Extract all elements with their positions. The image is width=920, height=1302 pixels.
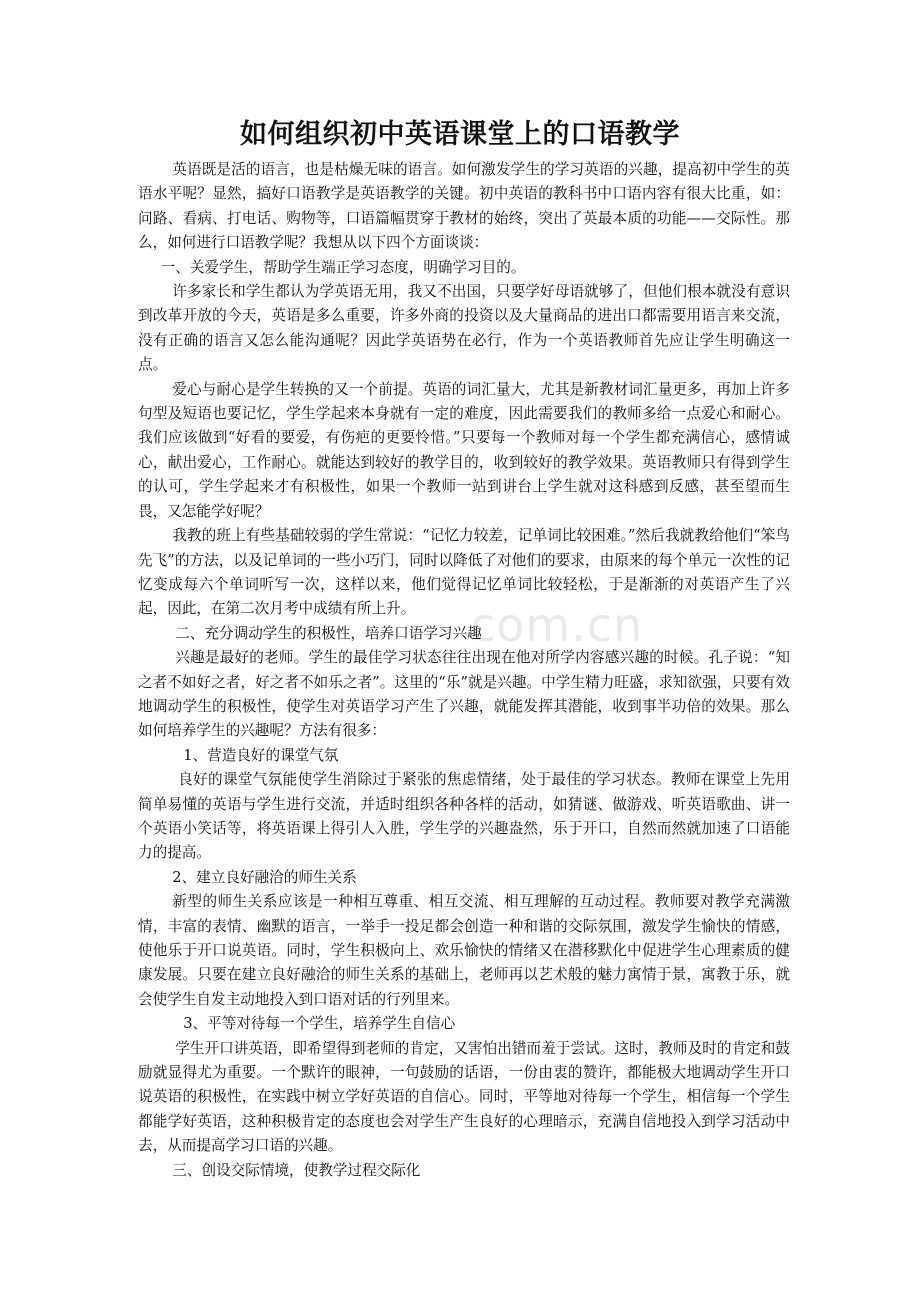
paragraph: 许多家长和学生都认为学英语无用，我又不出国，只要学好母语就够了，但他们根本就没有意识到改革开放的今天，英语是多么重要，许多外商的投资以及大量商品的进出口都需要用语言来交流，没有正确的语言又怎么能沟通呢？因此学英语势在必行，作为一个英语教师首先应让学生明确这一点。 bbox=[138, 283, 790, 374]
watermark: com.cn bbox=[470, 598, 644, 652]
section-heading-2: 二、充分调动学生的积极性，培养口语学习兴趣 bbox=[175, 624, 482, 642]
section-heading-1: 一、关爱学生，帮助学生端正学习态度，明确学习目的。 bbox=[160, 258, 526, 276]
section-heading-3: 三、创设交际情境，使教学过程交际化 bbox=[172, 1161, 421, 1179]
paragraph: 学生开口讲英语，即希望得到老师的肯定，又害怕出错而羞于尝试。这时，教师及时的肯定和鼓励就显得尤为重要。一个默许的眼神，一句鼓励的话语，一份由衷的赞许，都能极大地调动学生开口说英语的积极性，在实践中树立学好英语的自信心。同时，平等地对待每一个学生，相信每一个学生都能学好英语，这种积极肯定的态度也会对学生产生良好的心理暗示，充满自信地投入到学习活动中去，从而提高学习口语的兴趣。 bbox=[138, 1039, 790, 1155]
document-title: 如何组织初中英语课堂上的口语教学 bbox=[240, 119, 680, 150]
paragraph-intro: 英语既是活的语言，也是枯燥无味的语言。如何激发学生的学习英语的兴趣，提高初中学生的英语水平呢？显然，搞好口语教学是英语教学的关键。初中英语的教科书中口语内容有很大比重，如：问路、看病、打电话、购物等，口语篇幅贯穿于教材的始终，突出了英最本质的功能——交际性。那么，如何进行口语教学呢？我想从以下四个方面谈谈： bbox=[138, 161, 790, 252]
subheading-3: 3、平等对待每一个学生，培养学生自信心 bbox=[183, 1015, 456, 1033]
paragraph: 良好的课堂气氛能使学生消除过于紧张的焦虑情绪，处于最佳的学习状态。教师在课堂上先用简单易懂的英语与学生进行交流，并适时组织各种各样的活动，如猜谜、做游戏、听英语歌曲、讲一个英语小笑话等，将英语课上得引人入胜，学生学的兴趣盎然，乐于开口，自然而然就加速了口语能力的提高。 bbox=[138, 771, 790, 862]
paragraph: 我教的班上有些基础较弱的学生常说：“记忆力较差，记单词比较困难。”然后我就教给他们“笨鸟先飞”的方法，以及记单词的一些小巧门，同时以降低了对他们的要求，由原来的每个单元一次性的记忆变成每六个单词听写一次，这样以来，他们觉得记忆单词比较轻松，于是渐渐的对英语产生了兴起，因此，在第二次月考中成绩有所上升。 bbox=[138, 527, 790, 618]
paragraph: 新型的师生关系应该是一种相互尊重、相互交流、相互理解的互动过程。教师要对教学充满激情，丰富的表情、幽默的语言，一举手一投足都会创造一种和谐的交际氛围，激发学生愉快的情感，使他乐于开口说英语。同时，学生积极向上、欢乐愉快的情绪又在潜移默化中促进学生心理素质的健康发展。只要在建立良好融洽的师生关系的基础上，老师再以艺术般的魅力寓情于景，寓教于乐，就会使学生自发主动地投入到口语对话的行列里来。 bbox=[138, 893, 790, 1008]
document-body bbox=[138, 158, 790, 1183]
paragraph: 爱心与耐心是学生转换的又一个前提。英语的词汇量大，尤其是新教材词汇量更多，再加上许多句型及短语也要记忆，学生学起来本身就有一定的难度，因此需要我们的教师多给一点爱心和耐心。我们应该做到“好看的要爱，有伤疤的更要怜惜。”只要每一个教师对每一个学生都充满信心，感情诚心，献出爱心，工作耐心。就能达到较好的教学目的，收到较好的教学效果。英语教师只有得到学生的认可，学生学起来才有积极性，如果一个教师一站到讲台上学生就对这科感到反感，甚至望而生畏，又怎能学好呢？ bbox=[138, 380, 790, 520]
subheading-2: 2、建立良好融洽的师生关系 bbox=[172, 868, 357, 886]
subheading-1: 1、营造良好的课堂气氛 bbox=[183, 746, 339, 764]
paragraph: 兴趣是最好的老师。学生的最佳学习状态往往出现在他对所学内容感兴趣的时候。孔子说：“知之者不如好之者，好之者不如乐之者”。这里的“乐”就是兴趣。中学生精力旺盛，求知欲强，只要有效地调动学生的积极性，使学生对英语学习产生了兴趣，就能发挥其潜能，收到事半功倍的效果。那么如何培养学生的兴趣呢？方法有很多： bbox=[138, 649, 790, 740]
